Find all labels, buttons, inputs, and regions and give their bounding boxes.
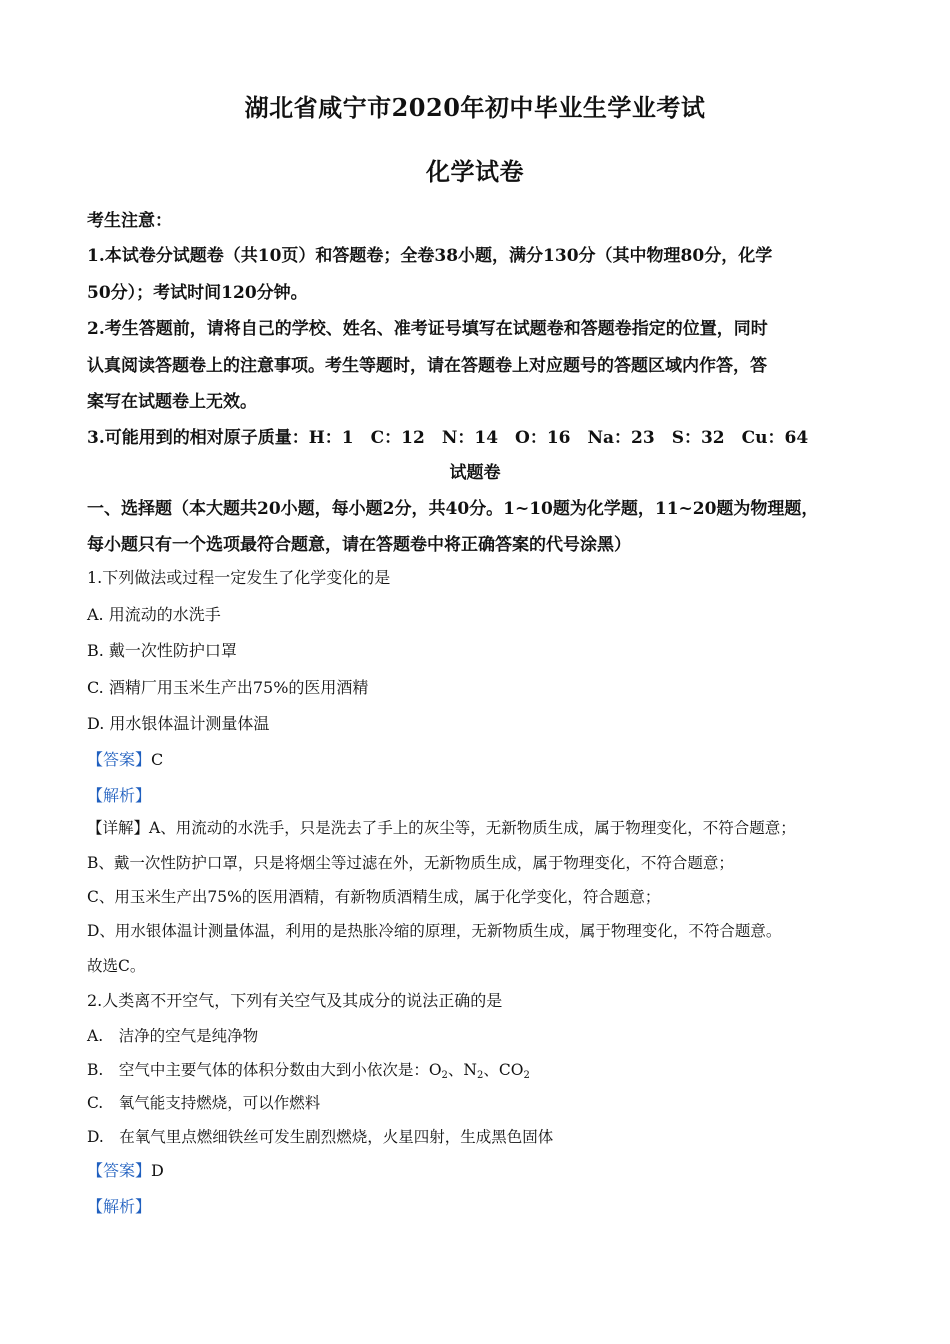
question-1-answer [87, 747, 163, 770]
notice-item-3: 3.可能用到的相对原子质量：H：1 C：12 N：14 O：16 Na：23 S：32 Cu：64 [87, 428, 809, 448]
subscript: 2 [441, 1070, 448, 1081]
notice-item-2-line-1: 2.考生答题前，请将自己的学校、姓名、准考证号填写在试题卷和答题卷指定的位置，同时 [87, 319, 768, 339]
question-2-option-a: A. 洁净的空气是纯净物 [87, 1027, 259, 1045]
option-b-text: B. 空气中主要气体的体积分数由大到小依次是：O [87, 1061, 442, 1079]
subscript: 2 [476, 1070, 484, 1081]
section-heading-line-1: 一、选择题（本大题共20小题，每小题2分，共40分。1~10题为化学题，11~20题为物理题， [87, 499, 819, 519]
question-2-analysis-tag: 【解析】 [87, 1197, 152, 1216]
section-heading-line-2: 每小题只有一个选项最符合题意，请在答题卷中将正确答案的代号涂黑） [87, 535, 631, 555]
question-1-option-b: B. 戴一次性防护口罩 [87, 641, 237, 660]
question-1-analysis-tag: 【解析】 [87, 786, 152, 805]
notice-item-1-line-2: 50分）；考试时间120分钟。 [87, 283, 308, 303]
question-1-option-d: D. 用水银体温计测量体温 [87, 714, 270, 733]
option-b-text: 、CO [483, 1061, 524, 1079]
subscript: 2 [523, 1070, 530, 1081]
answer-tag: 【答案】 [87, 1161, 152, 1180]
answer-value: C [151, 750, 164, 769]
notice-heading: 考生注意： [87, 211, 172, 231]
question-2-option-c: C. 氧气能支持燃烧，可以作燃料 [87, 1094, 321, 1112]
detail-tag: 【详解】 [87, 819, 150, 837]
question-1-conclusion: 故选C。 [87, 957, 146, 975]
question-1-stem: 1.下列做法或过程一定发生了化学变化的是 [87, 568, 391, 587]
answer-value: D [151, 1161, 164, 1180]
answer-tag: 【答案】 [87, 750, 152, 769]
question-2-option-d: D. 在氧气里点燃细铁丝可发生剧烈燃烧，火星四射，生成黑色固体 [87, 1128, 554, 1146]
document-subtitle: 化学试卷 [426, 157, 524, 186]
question-2-answer [87, 1158, 164, 1181]
question-1-detail-line-1 [87, 816, 796, 838]
question-1-option-a: A. 用流动的水洗手 [87, 605, 221, 624]
notice-item-2-line-2: 认真阅读答题卷上的注意事项。考生等题时，请在答题卷上对应题号的答题区域内作答，答 [87, 356, 767, 376]
question-1-option-c: C. 酒精厂用玉米生产出75%的医用酒精 [87, 678, 369, 697]
question-1-detail-line-3: C、用玉米生产出75%的医用酒精，有新物质酒精生成，属于化学变化，符合题意； [87, 888, 661, 906]
option-b-text: 、N [447, 1061, 477, 1079]
notice-item-2-line-3: 案写在试题卷上无效。 [87, 392, 257, 412]
question-1-detail-line-2: B、戴一次性防护口罩，只是将烟尘等过滤在外，无新物质生成，属于物理变化，不符合题意； [87, 854, 734, 872]
document-title: 湖北省咸宁市2020年初中毕业生学业考试 [244, 93, 706, 122]
question-1-detail-line-4: D、用水银体温计测量体温，利用的是热胀冷缩的原理，无新物质生成，属于物理变化，不符合题意。 [87, 922, 782, 940]
section-label: 试题卷 [449, 463, 501, 483]
notice-item-1-line-1: 1.本试卷分试题卷（共10页）和答题卷；全卷38小题，满分130分（其中物理80分，化学 [87, 246, 773, 266]
detail-text: A、用流动的水洗手，只是洗去了手上的灰尘等，无新物质生成，属于物理变化，不符合题意； [149, 819, 796, 837]
question-2-stem: 2.人类离不开空气，下列有关空气及其成分的说法正确的是 [87, 991, 503, 1010]
question-2-option-b [87, 1058, 530, 1080]
